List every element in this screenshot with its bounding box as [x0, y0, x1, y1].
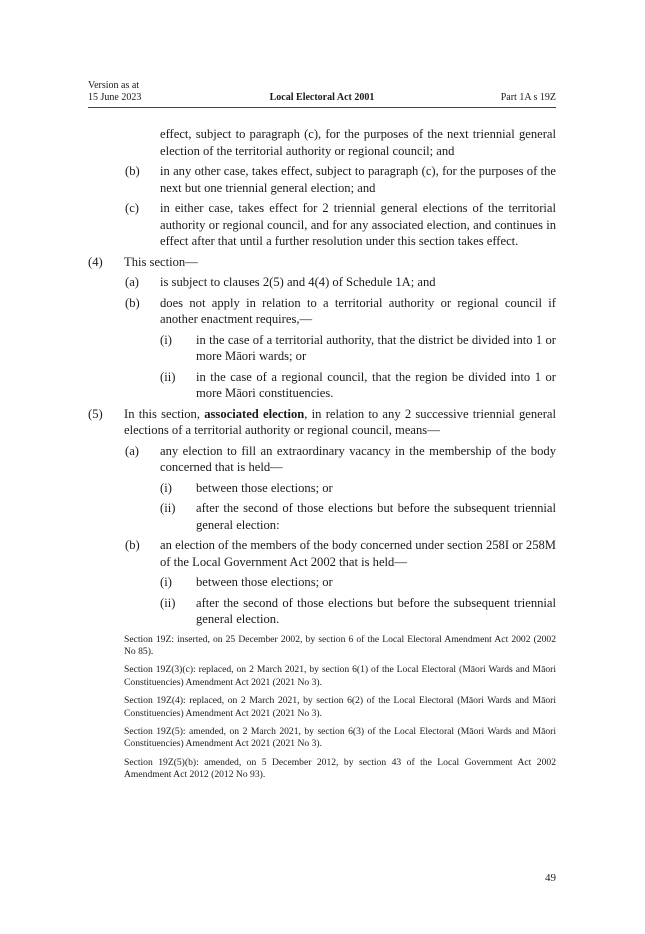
paragraph-text: is subject to clauses 2(5) and 4(4) of Schedule 1A; and — [160, 275, 436, 289]
subsection-4 — [88, 254, 556, 271]
subparagraph-text: after the second of those elections but before the subsequent triennial general election. — [196, 595, 556, 626]
subparagraph-label: (i) — [160, 332, 172, 347]
subparagraph-4b-i — [88, 332, 556, 365]
page-header — [88, 80, 556, 106]
paragraph-3c — [88, 200, 556, 250]
paragraph-text: does not apply in relation to a territorial authority or regional council if another enactment requires,— — [160, 295, 556, 326]
paragraph-text: an election of the members of the body concerned under section 258I or 258M of the Local Government Act 2002 that is held— — [160, 538, 556, 569]
subparagraph-text: in the case of a territorial authority, that the district be divided into 1 or more Māori wards; or — [196, 332, 556, 363]
document-body — [88, 126, 556, 788]
subparagraph-label: (ii) — [160, 595, 176, 610]
paragraph-label: (b) — [125, 538, 140, 552]
subparagraph-5a-i — [88, 480, 556, 497]
paragraph-label: (b) — [125, 164, 140, 178]
text-after: , in relation to any 2 successive triennial general elections of a territorial authority or regional council, means— — [124, 406, 557, 437]
paragraph-text: effect, subject to paragraph (c), for the purposes of the next triennial general election of the territorial authority or regional council; and — [160, 127, 556, 158]
subparagraph-text: in the case of a regional council, that the region be divided into 1 or more Māori constituencies. — [196, 369, 556, 400]
subparagraph-text: between those elections; or — [196, 575, 333, 589]
version-label: Version as at — [88, 80, 140, 91]
paragraph-3b — [88, 163, 556, 196]
paragraph-5a — [88, 443, 556, 476]
subparagraph-text: after the second of those elections but before the subsequent triennial general election: — [196, 501, 556, 532]
history-note: Section 19Z: inserted, on 25 December 2002, by section 6 of the Local Electoral Amendment Act 2002 (2002 No 85). — [124, 633, 556, 657]
header-rule — [88, 107, 556, 108]
paragraph-text: in any other case, takes effect, subject to paragraph (c), for the purposes of the next but one triennial general election; and — [160, 164, 556, 195]
subsection-text: This section— — [124, 254, 198, 269]
history-note: Section 19Z(4): replaced, on 2 March 2021, by section 6(2) of the Local Electoral (Māori Wards and Māori Constituencies) Amendment Act 2021 (2021 No 3). — [124, 695, 556, 719]
paragraph-label: (c) — [125, 201, 139, 215]
subparagraph-label: (ii) — [160, 501, 176, 515]
paragraph-label: (a) — [125, 275, 139, 289]
subparagraph-label: (i) — [160, 480, 172, 495]
paragraph-4b — [88, 295, 556, 328]
paragraph-text: any election to fill an extraordinary vacancy in the membership of the body concerned that is held— — [160, 443, 556, 474]
defined-term: associated election — [204, 406, 305, 421]
paragraph-4a — [88, 274, 556, 291]
subparagraph-text: between those elections; or — [196, 480, 333, 495]
text-before: In this section, — [124, 406, 205, 421]
page-number: 49 — [545, 872, 556, 884]
subparagraph-5a-ii — [88, 500, 556, 533]
subsection-text — [124, 406, 556, 439]
subparagraph-5b-ii — [88, 595, 556, 628]
history-notes — [88, 634, 556, 782]
subsection-5 — [88, 406, 556, 439]
version-date: 15 June 2023 — [88, 92, 142, 103]
paragraph-text: in either case, takes effect for 2 triennial general elections of the territorial authority or regional council, and for any associated election, and continues in effect after that until a further resolution under this section takes effect. — [160, 201, 556, 248]
subparagraph-label: (i) — [160, 575, 172, 589]
paragraph-5b — [88, 537, 556, 570]
paragraph-label: (b) — [125, 295, 140, 310]
paragraph-label: (a) — [125, 443, 139, 458]
subsection-label: (4) — [88, 254, 103, 269]
subparagraph-5b-i — [88, 574, 556, 591]
subsection-label: (5) — [88, 406, 103, 421]
act-title: Local Electoral Act 2001 — [269, 92, 375, 103]
continued-paragraph — [88, 126, 556, 159]
history-note: Section 19Z(3)(c): replaced, on 2 March 2021, by section 6(1) of the Local Electoral (Māori Wards and Māori Constituencies) Amendment Act 2021 (2021 No 3). — [124, 664, 556, 688]
subparagraph-label: (ii) — [160, 369, 176, 384]
part-section-ref: Part 1A s 19Z — [500, 92, 556, 103]
history-note: Section 19Z(5)(b): amended, on 5 December 2012, by section 43 of the Local Government Act 2002 Amendment Act 2012 (2012 No 93). — [124, 756, 556, 781]
history-note: Section 19Z(5): amended, on 2 March 2021, by section 6(3) of the Local Electoral (Māori Wards and Māori Constituencies) Amendment Act 2021 (2021 No 3). — [124, 725, 556, 750]
subparagraph-4b-ii — [88, 369, 556, 402]
